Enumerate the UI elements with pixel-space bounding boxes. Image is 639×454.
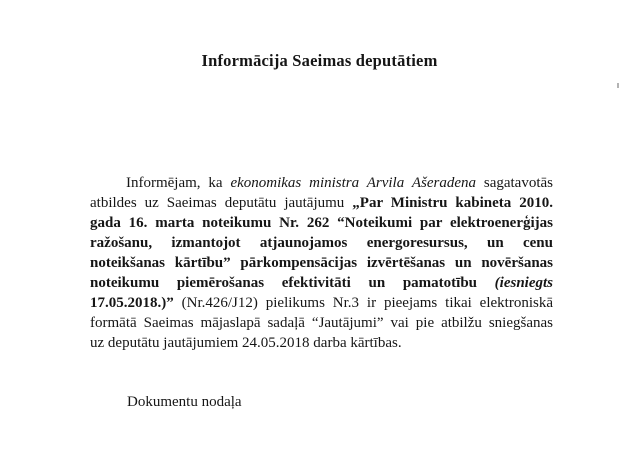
text-run: Informējam, ka xyxy=(126,175,231,191)
document-body xyxy=(90,173,553,353)
text-run: atbildes uz Saeimas deputātu jautājumu xyxy=(90,195,353,211)
body-line-7 xyxy=(90,293,553,313)
text-run-bold: gada 16. marta noteikumu Nr. 262 “Noteikumi par elektroenerģijas xyxy=(90,215,553,231)
text-run-bold-italic: (iesniegts xyxy=(494,275,553,291)
text-run: (Nr.426/J12) pielikums Nr.3 ir pieejams tikai elektroniskā xyxy=(173,295,553,311)
body-line-3 xyxy=(90,213,553,233)
text-run-italic: ekonomikas ministra Arvila Ašeradena xyxy=(230,175,476,191)
body-line-1 xyxy=(90,173,553,193)
body-line-5 xyxy=(90,253,553,273)
body-line-9 xyxy=(90,333,553,353)
body-line-6 xyxy=(90,273,553,293)
body-line-4 xyxy=(90,233,553,253)
text-run: uz deputātu jautājumiem 24.05.2018 darba kārtības. xyxy=(90,335,402,351)
body-line-8 xyxy=(90,313,553,333)
text-run: sagatavotās xyxy=(475,175,553,191)
document-title: Informācija Saeimas deputātiem xyxy=(201,51,438,70)
text-run-bold: 17.05.2018.)” xyxy=(90,295,174,311)
body-line-2 xyxy=(90,193,553,213)
text-run-bold: noteikumu piemērošanas efektivitāti un pamatotību xyxy=(90,275,495,291)
text-run: formātā Saeimas mājaslapā sadaļā “Jautājumi” vai pie atbilžu sniegšanas xyxy=(90,315,553,331)
text-run-bold: „Par Ministru kabineta 2010. xyxy=(352,195,553,211)
scan-artifact-speck xyxy=(617,83,619,88)
text-run-bold: ražošanu, izmantojot atjaunojamos energoresursus, un cenu xyxy=(90,235,553,251)
text-run-bold: noteikšanas kārtību” pārkompensācijas izvērtēšanas un novēršanas xyxy=(90,255,553,271)
signature-department: Dokumentu nodaļa xyxy=(127,394,242,410)
